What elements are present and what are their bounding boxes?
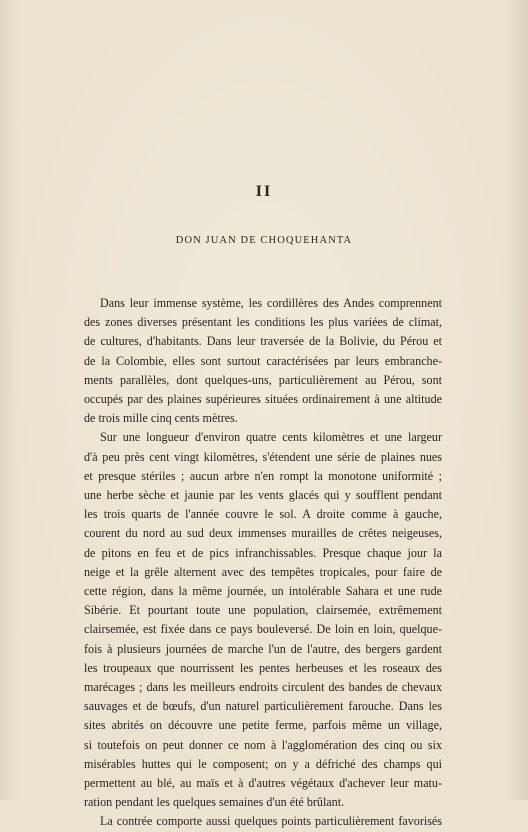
text-line: de la Colombie, elles sont surtout caractérisées par leurs embranche- (84, 353, 442, 368)
text-line: une herbe sèche et jaunie par les vents glacés qui y soufflent pendant (84, 488, 442, 503)
text-line: de trois mille cinq cents mètres. (84, 411, 238, 426)
text-line: Sur une longueur d'environ quatre cents kilomètres et une largeur (100, 430, 442, 445)
chapter-numeral: II (255, 183, 273, 200)
text-line: les trois quarts de l'année couvre le sol. A droite comme à gauche, (84, 507, 442, 522)
text-line: La contrée comporte aussi quelques points particulièrement favorisés (100, 814, 442, 829)
text-line: et presque stériles ; aucun arbre n'en rompt la monotone uniformité ; (84, 468, 442, 483)
text-line: si toutefois on peut donner ce nom à l'agglomération des cinq ou six (84, 737, 442, 752)
text-line: sites abrités on découvre une petite ferme, parfois même un village, (84, 718, 442, 733)
text-line: occupés par des plaines supérieures situées ordinairement à une altitude (84, 392, 442, 407)
text-line: d'à peu près cent vingt kilomètres, s'étendent une série de plaines nues (84, 449, 442, 464)
text-line: neige et la grêle alternent avec des tempêtes tropicales, pour faire de (84, 564, 442, 579)
text-line: sauvages et de bœufs, d'un naturel particulièrement farouche. Dans les (84, 699, 442, 714)
text-line: ration pendant les quelques semaines d'un été brûlant. (84, 795, 345, 810)
body-text (84, 294, 442, 832)
text-line: permettent au blé, au maïs et à d'autres végétaux d'achever leur matu- (84, 776, 442, 791)
text-line: misérables huttes qui le composent; on y a défriché des champs qui (84, 756, 442, 771)
text-line: de pitons en feu et de pics infranchissables. Presque chaque jour la (84, 545, 442, 560)
text-line: marécages ; dans les meilleurs endroits circulent des bandes de chevaux (84, 680, 442, 695)
text-line: Dans leur immense système, les cordillères des Andes comprennent (100, 296, 442, 310)
text-line: cette région, dans la même journée, un intolérable Sahara et une rude (84, 584, 442, 599)
text-line: les troupeaux que nourrissent les pentes herbeuses et les roseaux des (84, 660, 442, 675)
text-line: courent du nord au sud deux immenses murailles de crêtes neigeuses, (84, 526, 442, 541)
text-line: fois à plusieurs journées de marche l'un de l'autre, des bergers gardent (84, 641, 442, 656)
paragraph-3 (84, 812, 442, 831)
text-line: Sibérie. Et pourtant toute une population, clairsemée, extrêmement (84, 603, 442, 618)
text-line: clairsemée, est fixée dans ce pays bouleversé. De loin en loin, quelque- (84, 622, 442, 637)
chapter-title: DON JUAN DE CHOQUEHANTA (175, 235, 353, 246)
text-line: de cultures, d'habitants. Dans leur traversée de la Bolivie, du Pérou et (84, 334, 442, 349)
paragraph-2 (84, 428, 442, 812)
text-line: des zones diverses présentant les conditions les plus variées de climat, (84, 315, 442, 330)
paragraph-1 (84, 294, 442, 428)
text-line: ments parallèles, dont quelques-uns, particulièrement au Pérou, sont (84, 372, 442, 387)
